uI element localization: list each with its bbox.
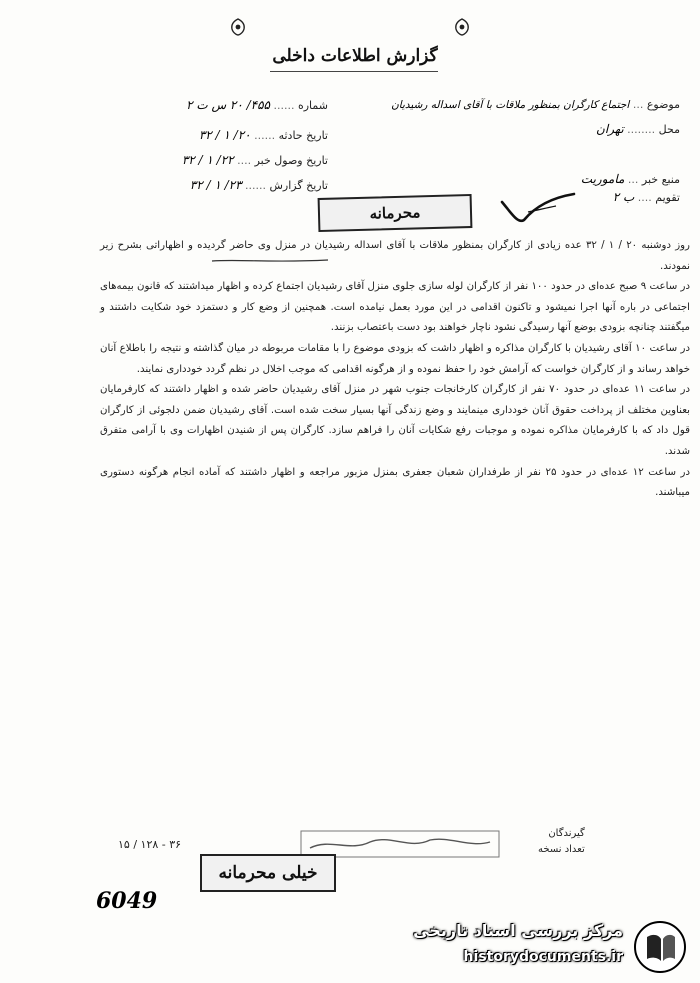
source-field: منبع خبر ... ماموریت	[580, 172, 680, 186]
source-value: ماموریت	[580, 172, 625, 186]
event-date-label: تاریخ حادثه	[278, 129, 328, 142]
place-value: تهران	[596, 122, 624, 136]
receipt-date-field: تاریخ وصول خبر .... ۲۲/ ۱ / ۳۲	[181, 153, 328, 167]
subject-value: اجتماع کارگران بمنظور ملاقات با آقای اسداله رشیدیان	[391, 99, 630, 111]
place-field: محل ........ تهران	[596, 122, 680, 136]
recipients-label: گیرندگان	[548, 828, 585, 839]
signature-labels	[538, 826, 585, 858]
check-mark-icon	[498, 190, 578, 230]
handwritten-page-number: 6049	[96, 888, 158, 914]
body-paragraph: در ساعت ۹ صبح عده‌ای در حدود ۱۰۰ نفر از کارگران لوله سازی جلوی منزل آقای رشیدیان اجتماع کرده و اظهار میداشتند که قانون بیمه‌های اجتماعی در باره آنها اجرا نمیشود و تاکنون اقدامی در این مورد بعمل نیامده است. همچنین از وضع کار و دستمزد خود شکایت داشتند و میگفتند چنانچه بزودی بوضع آنها رسیدگی نشود ناچار خواهند بود دست باعتصاب بزنند.	[100, 281, 690, 334]
report-date-value: ۲۳/ ۱ / ۳۲	[189, 178, 242, 192]
subject-field: موضوع ... اجتماع کارگران بمنظور ملاقات با آقای اسداله رشیدیان	[391, 98, 680, 111]
copies-label: تعداد نسخه	[538, 844, 585, 855]
archive-logo-icon	[631, 919, 689, 975]
event-date-value: ۲۰/ ۱ / ۳۲	[198, 128, 251, 142]
report-body	[100, 236, 690, 504]
report-date-field: تاریخ گزارش ...... ۲۳/ ۱ / ۳۲	[189, 178, 328, 192]
number-value: ۴۵۵/ ۲۰ س ت ۲	[186, 98, 270, 112]
watermark-name: مرکز بررسی اسناد تاریخی	[413, 921, 623, 940]
title-underline	[270, 71, 438, 72]
watermark-url: historydocuments.ir	[463, 949, 623, 965]
subject-label: موضوع	[646, 98, 680, 111]
document-title: گزارش اطلاعات داخلی	[272, 46, 438, 66]
body-paragraph: در ساعت ۱۱ عده‌ای در حدود ۷۰ نفر از کارگران کارخانجات جنوب شهر در منزل آقای رشیدیان حاضر شده و اظهار داشتند که کارفرمایان بعناوین مختلف از پرداخت حقوق آنان خودداری مینمایند و وضع زندگی آنها بسیار سخت شده است. آقای رشیدیان ضمن دلجوئی از کارگران قول داد که با کارفرمایان مذاکره نموده و موجبات رفع شکایات آنان را فراهم سازد. کارگران پس از شنیدن اظهارات وی با آرامی متفرق شدند.	[100, 384, 690, 457]
report-date-label: تاریخ گزارش	[269, 179, 328, 192]
event-date-field: تاریخ حادثه ...... ۲۰/ ۱ / ۳۲	[198, 128, 328, 142]
secret-stamp: خیلی محرمانه	[200, 854, 336, 892]
emblem-icon	[452, 18, 472, 36]
classification-stamp: محرمانه	[318, 194, 473, 232]
source-label: منبع خبر	[641, 173, 680, 186]
receipt-date-value: ۲۲/ ۱ / ۳۲	[181, 153, 234, 167]
evaluation-field: تقویم .... ب ۲	[612, 190, 680, 204]
number-field: شماره ...... ۴۵۵/ ۲۰ س ت ۲	[186, 98, 328, 112]
emblem-icon	[228, 18, 248, 36]
evaluation-label: تقویم	[655, 191, 680, 204]
receipt-date-label: تاریخ وصول خبر	[254, 154, 328, 167]
file-code: ۳۶ - ۱۲۸ / ۱۵	[118, 838, 182, 851]
watermark	[410, 915, 695, 977]
body-paragraph: در ساعت ۱۲ عده‌ای در حدود ۲۵ نفر از طرفداران شعبان جعفری بمنزل مزبور مراجعه و اظهار داشتند که آماده انجام هرگونه دستوری میباشند.	[100, 466, 690, 499]
evaluation-value: ب ۲	[612, 190, 635, 204]
number-label: شماره	[297, 99, 328, 112]
place-label: محل	[658, 123, 680, 136]
body-paragraph: روز دوشنبه ۲۰ / ۱ / ۳۲ عده زیادی از کارگران بمنظور ملاقات با آقای اسداله رشیدیان در منزل وی حاضر گردیده و اظهاراتی بشرح زیر نمودند.	[100, 240, 690, 272]
body-paragraph: در ساعت ۱۰ آقای رشیدیان با کارگران مذاکره و اظهار داشت که بزودی موضوع را با مقامات مربوطه در میان گذاشته و نتیجه را باطلاع آنان خواهد رساند و از کارگران خواست که آرامش خود را حفظ نموده و از هرگونه اقدامی که موجب اخلال در نظم گردد خودداری نمایند.	[100, 342, 690, 375]
